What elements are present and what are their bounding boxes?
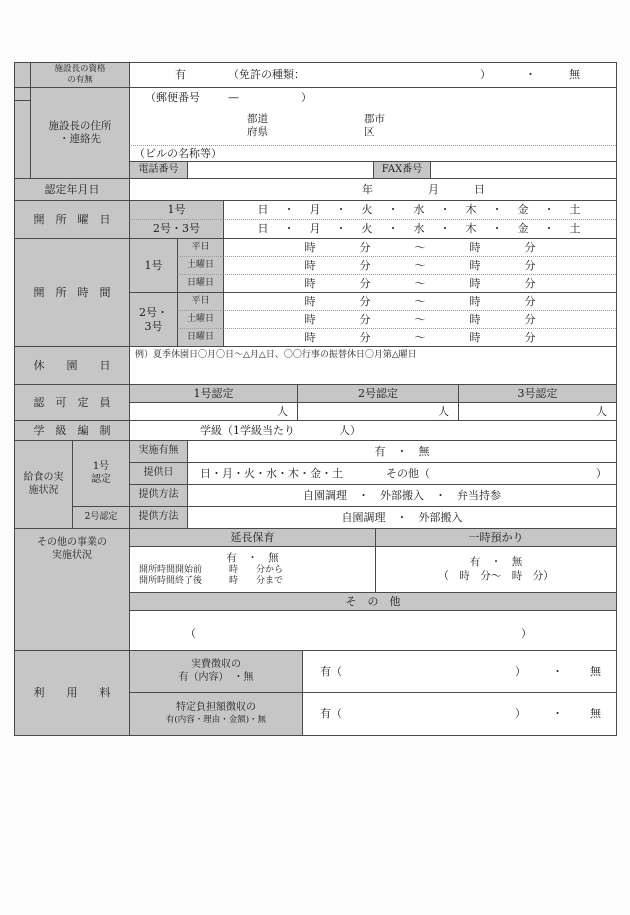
g1-saturday-text: 土曜日	[186, 259, 214, 270]
meals-row1-item-text: 実施有無	[138, 445, 179, 457]
year-label: 年	[362, 182, 373, 196]
capacity-col3-text: 3号認定	[517, 386, 558, 400]
actual-cost-no: 無	[590, 664, 601, 678]
g2-sunday-text: 日曜日	[186, 331, 214, 342]
actual-cost-label	[129, 650, 302, 692]
other-open-paren: （	[185, 627, 196, 641]
other-programs-label-line2: 実施状況	[52, 549, 92, 561]
day-label: 日	[474, 182, 485, 196]
meals-row2-value	[187, 462, 616, 484]
director-contact-label-line2: ・連絡先	[59, 133, 101, 145]
hours-g2-weekday-label	[177, 292, 223, 310]
director-qualification-value	[129, 62, 616, 87]
opening-days-cat1-text: 1号	[167, 203, 186, 217]
meals-cat1-line2: 認定	[91, 473, 111, 485]
other-value	[129, 610, 616, 650]
capacity-col2-unit: 人	[438, 404, 449, 418]
license-type-label: （免許の種類：	[228, 68, 305, 82]
approved-capacity-label	[14, 384, 129, 420]
meals-row1-value	[187, 440, 616, 462]
extended-care-header-text: 延長保育	[230, 530, 275, 544]
qualification-no: 無	[569, 68, 580, 82]
capacity-col2-text: 2号認定	[358, 386, 398, 400]
capacity-col1-unit: 人	[277, 404, 288, 418]
qualification-separator-dot: ・	[525, 68, 536, 82]
left-spacer-cell-3	[14, 100, 30, 178]
opening-days-cat2	[129, 219, 223, 238]
specific-charge-close: ）	[515, 707, 526, 721]
fax-label: FAX番号	[381, 163, 423, 175]
extended-care-yes-no: 有 ・ 無	[226, 551, 279, 564]
specific-charge-yes-open: 有（	[320, 707, 342, 721]
director-qualification-label	[30, 62, 129, 87]
prefecture-line1: 都道	[247, 112, 268, 125]
meals-row3-item	[129, 484, 187, 506]
building-name-row	[129, 145, 616, 161]
hours-g2-sunday-value	[223, 328, 616, 346]
tel-label: 電話番号	[138, 163, 179, 175]
capacity-col3-unit: 人	[596, 404, 607, 418]
approved-capacity-label-text: 認 可 定 員	[33, 395, 111, 409]
city-line1: 郡市	[364, 112, 385, 125]
hours-g1-saturday-label	[177, 256, 223, 274]
extended-care-header	[129, 528, 375, 546]
opening-days-row1-value	[223, 200, 616, 219]
building-name-label: （ビルの名称等）	[134, 146, 222, 160]
meals-row1-item	[129, 440, 187, 462]
capacity-col1-header	[129, 384, 297, 402]
opening-hours-label	[14, 238, 129, 346]
meals-label-line2: 施状況	[28, 484, 59, 496]
other-close-paren: ）	[521, 627, 532, 641]
fax-label-cell	[373, 161, 430, 178]
hours-group2-line2: 3号	[144, 319, 163, 333]
hours-g1-weekday-value	[223, 238, 616, 256]
capacity-col1-value	[129, 402, 297, 420]
meals-row2-item-text: 提供日	[143, 467, 174, 479]
postal-close: ）	[301, 90, 312, 104]
extended-care-before: 開所時間開始前 時 分から	[139, 564, 284, 575]
actual-cost-value	[302, 650, 616, 692]
actual-cost-close: ）	[515, 664, 526, 678]
tel-value-cell	[187, 161, 373, 178]
meals-row2-close-paren: ）	[596, 466, 607, 480]
postal-open: （郵便番号	[145, 90, 200, 104]
specific-charge-value	[302, 692, 616, 735]
director-qualification-label-line1: 施設長の資格	[54, 64, 106, 75]
capacity-col2-value	[297, 402, 458, 420]
other-programs-label	[14, 528, 129, 650]
opening-days-cat1	[129, 200, 223, 219]
other-programs-label-line1: その他の事業の	[37, 537, 107, 548]
class-organization-label	[14, 420, 129, 440]
meals-cat1-label	[72, 440, 129, 506]
hours-g1-sunday-label	[177, 274, 223, 292]
specific-charge-label-line1: 特定負担額徴収の	[176, 702, 256, 714]
usage-fees-label	[14, 650, 129, 735]
temporary-care-header	[375, 528, 616, 546]
hours-g2-sunday-label	[177, 328, 223, 346]
prefecture-label	[247, 113, 268, 139]
g2-weekday-time: 時 分 ～ 時 分	[304, 294, 536, 308]
extended-care-after: 開所時間終了後 時 分まで	[139, 576, 284, 587]
meals-row4-item	[129, 506, 187, 528]
meals-cat2-label	[72, 506, 129, 528]
city-line2: 区	[364, 126, 375, 138]
fax-value-cell	[430, 161, 616, 178]
temporary-care-value	[375, 546, 616, 592]
postal-dash: —	[228, 90, 239, 104]
meals-row1-value-text: 有 ・ 無	[374, 444, 430, 458]
meals-row3-item-text: 提供方法	[138, 489, 179, 501]
other-header-text: そ の 他	[345, 594, 401, 608]
meals-row2-other: その他（	[386, 466, 430, 480]
opening-days-row2-value	[223, 219, 616, 238]
temporary-care-header-text: 一時預かり	[468, 530, 524, 544]
qualification-yes: 有	[175, 68, 186, 82]
specific-charge-label-line2: 有(内容・理由・金額)・無	[165, 714, 267, 725]
opening-days-label-text: 開 所 曜 日	[33, 212, 111, 226]
actual-cost-label-line2: 有（内容） ・無	[178, 671, 254, 683]
usage-fees-label-text: 利 用 料	[33, 686, 111, 700]
actual-cost-dot: ・	[552, 664, 563, 678]
hours-g2-saturday-value	[223, 310, 616, 328]
tel-label-cell	[129, 161, 187, 178]
address-row	[129, 107, 616, 145]
closed-days-value	[129, 346, 616, 384]
director-contact-label	[30, 87, 129, 178]
meals-row3-value	[187, 484, 616, 506]
closed-days-label-text: 休 園 日	[33, 358, 111, 372]
actual-cost-label-line1: 実費徴収の	[191, 659, 241, 670]
extended-care-value	[129, 546, 375, 592]
month-label: 月	[428, 182, 439, 196]
capacity-col3-value	[458, 402, 616, 420]
meals-cat1-line1: 1号	[92, 461, 110, 472]
temporary-care-yes-no: 有 ・ 無	[469, 556, 523, 569]
facility-form-table	[14, 62, 617, 736]
class-organization-value-text: 学級（1学級当たり 人）	[200, 423, 361, 437]
certification-date-value	[129, 178, 616, 200]
meals-label	[14, 440, 72, 528]
hours-group2-line1: 2号・	[139, 305, 168, 319]
certification-date-label	[14, 178, 129, 200]
opening-days-row1-days: 日 ・ 月 ・ 火 ・ 水 ・ 木 ・ 金 ・ 土	[257, 203, 583, 217]
other-header	[129, 592, 616, 610]
g1-sunday-text: 日曜日	[186, 277, 214, 288]
temporary-care-range: （ 時 分～ 時 分）	[438, 569, 554, 582]
postal-code-row	[129, 87, 616, 107]
opening-hours-label-text: 開 所 時 間	[33, 285, 111, 299]
meals-row4-value	[187, 506, 616, 528]
meals-row2-item	[129, 462, 187, 484]
opening-days-label	[14, 200, 129, 238]
city-label	[364, 113, 385, 139]
meals-row3-value-text: 自園調理 ・ 外部搬入 ・ 弁当持参	[303, 488, 501, 502]
left-spacer-cell-2	[14, 87, 30, 100]
g1-weekday-text: 平日	[191, 241, 210, 252]
director-qualification-label-line2: の有無	[67, 75, 93, 85]
hours-g1-weekday-label	[177, 238, 223, 256]
closed-days-example: 例）夏季休園日〇月〇日～△月△日、〇〇行事の振替休日〇月第△曜日	[135, 350, 417, 360]
g2-saturday-text: 土曜日	[186, 313, 214, 324]
hours-g2-saturday-label	[177, 310, 223, 328]
license-close-paren: ）	[480, 68, 491, 82]
closed-days-label	[14, 346, 129, 384]
opening-days-cat2-text: 2号・3号	[153, 222, 200, 236]
specific-charge-dot: ・	[552, 707, 563, 721]
director-contact-label-line1: 施設長の住所	[48, 119, 112, 132]
class-organization-value	[129, 420, 616, 440]
meals-label-line1: 給食の実	[23, 472, 64, 483]
g2-sunday-time: 時 分 ～ 時 分	[304, 330, 536, 344]
g1-saturday-time: 時 分 ～ 時 分	[304, 258, 536, 272]
capacity-col1-text: 1号認定	[193, 386, 234, 400]
g2-weekday-text: 平日	[191, 295, 210, 306]
meals-row2-days: 日・月・火・水・木・金・土	[200, 466, 343, 480]
meals-row4-item-text: 提供方法	[138, 511, 179, 523]
certification-date-label-text: 認定年月日	[44, 182, 100, 196]
hours-g2-weekday-value	[223, 292, 616, 310]
capacity-col3-header	[458, 384, 616, 402]
hours-g1-sunday-value	[223, 274, 616, 292]
class-organization-label-text: 学 級 編 制	[33, 423, 111, 437]
g1-weekday-time: 時 分 ～ 時 分	[304, 240, 536, 254]
g1-sunday-time: 時 分 ～ 時 分	[304, 276, 536, 290]
left-spacer-cell-1	[14, 62, 30, 87]
actual-cost-yes-open: 有（	[320, 664, 342, 678]
g2-saturday-time: 時 分 ～ 時 分	[304, 312, 536, 326]
prefecture-line2: 府県	[247, 126, 268, 138]
hours-group1-text: 1号	[144, 258, 163, 272]
meals-cat2-text: 2号認定	[84, 511, 118, 522]
hours-g1-saturday-value	[223, 256, 616, 274]
hours-group1-label	[129, 238, 177, 292]
specific-charge-label	[129, 692, 302, 735]
meals-row4-value-text: 自園調理 ・ 外部搬入	[341, 510, 463, 524]
specific-charge-no: 無	[590, 707, 601, 721]
capacity-col2-header	[297, 384, 458, 402]
hours-group2-label	[129, 292, 177, 346]
opening-days-row2-days: 日 ・ 月 ・ 火 ・ 水 ・ 木 ・ 金 ・ 土	[257, 222, 583, 236]
